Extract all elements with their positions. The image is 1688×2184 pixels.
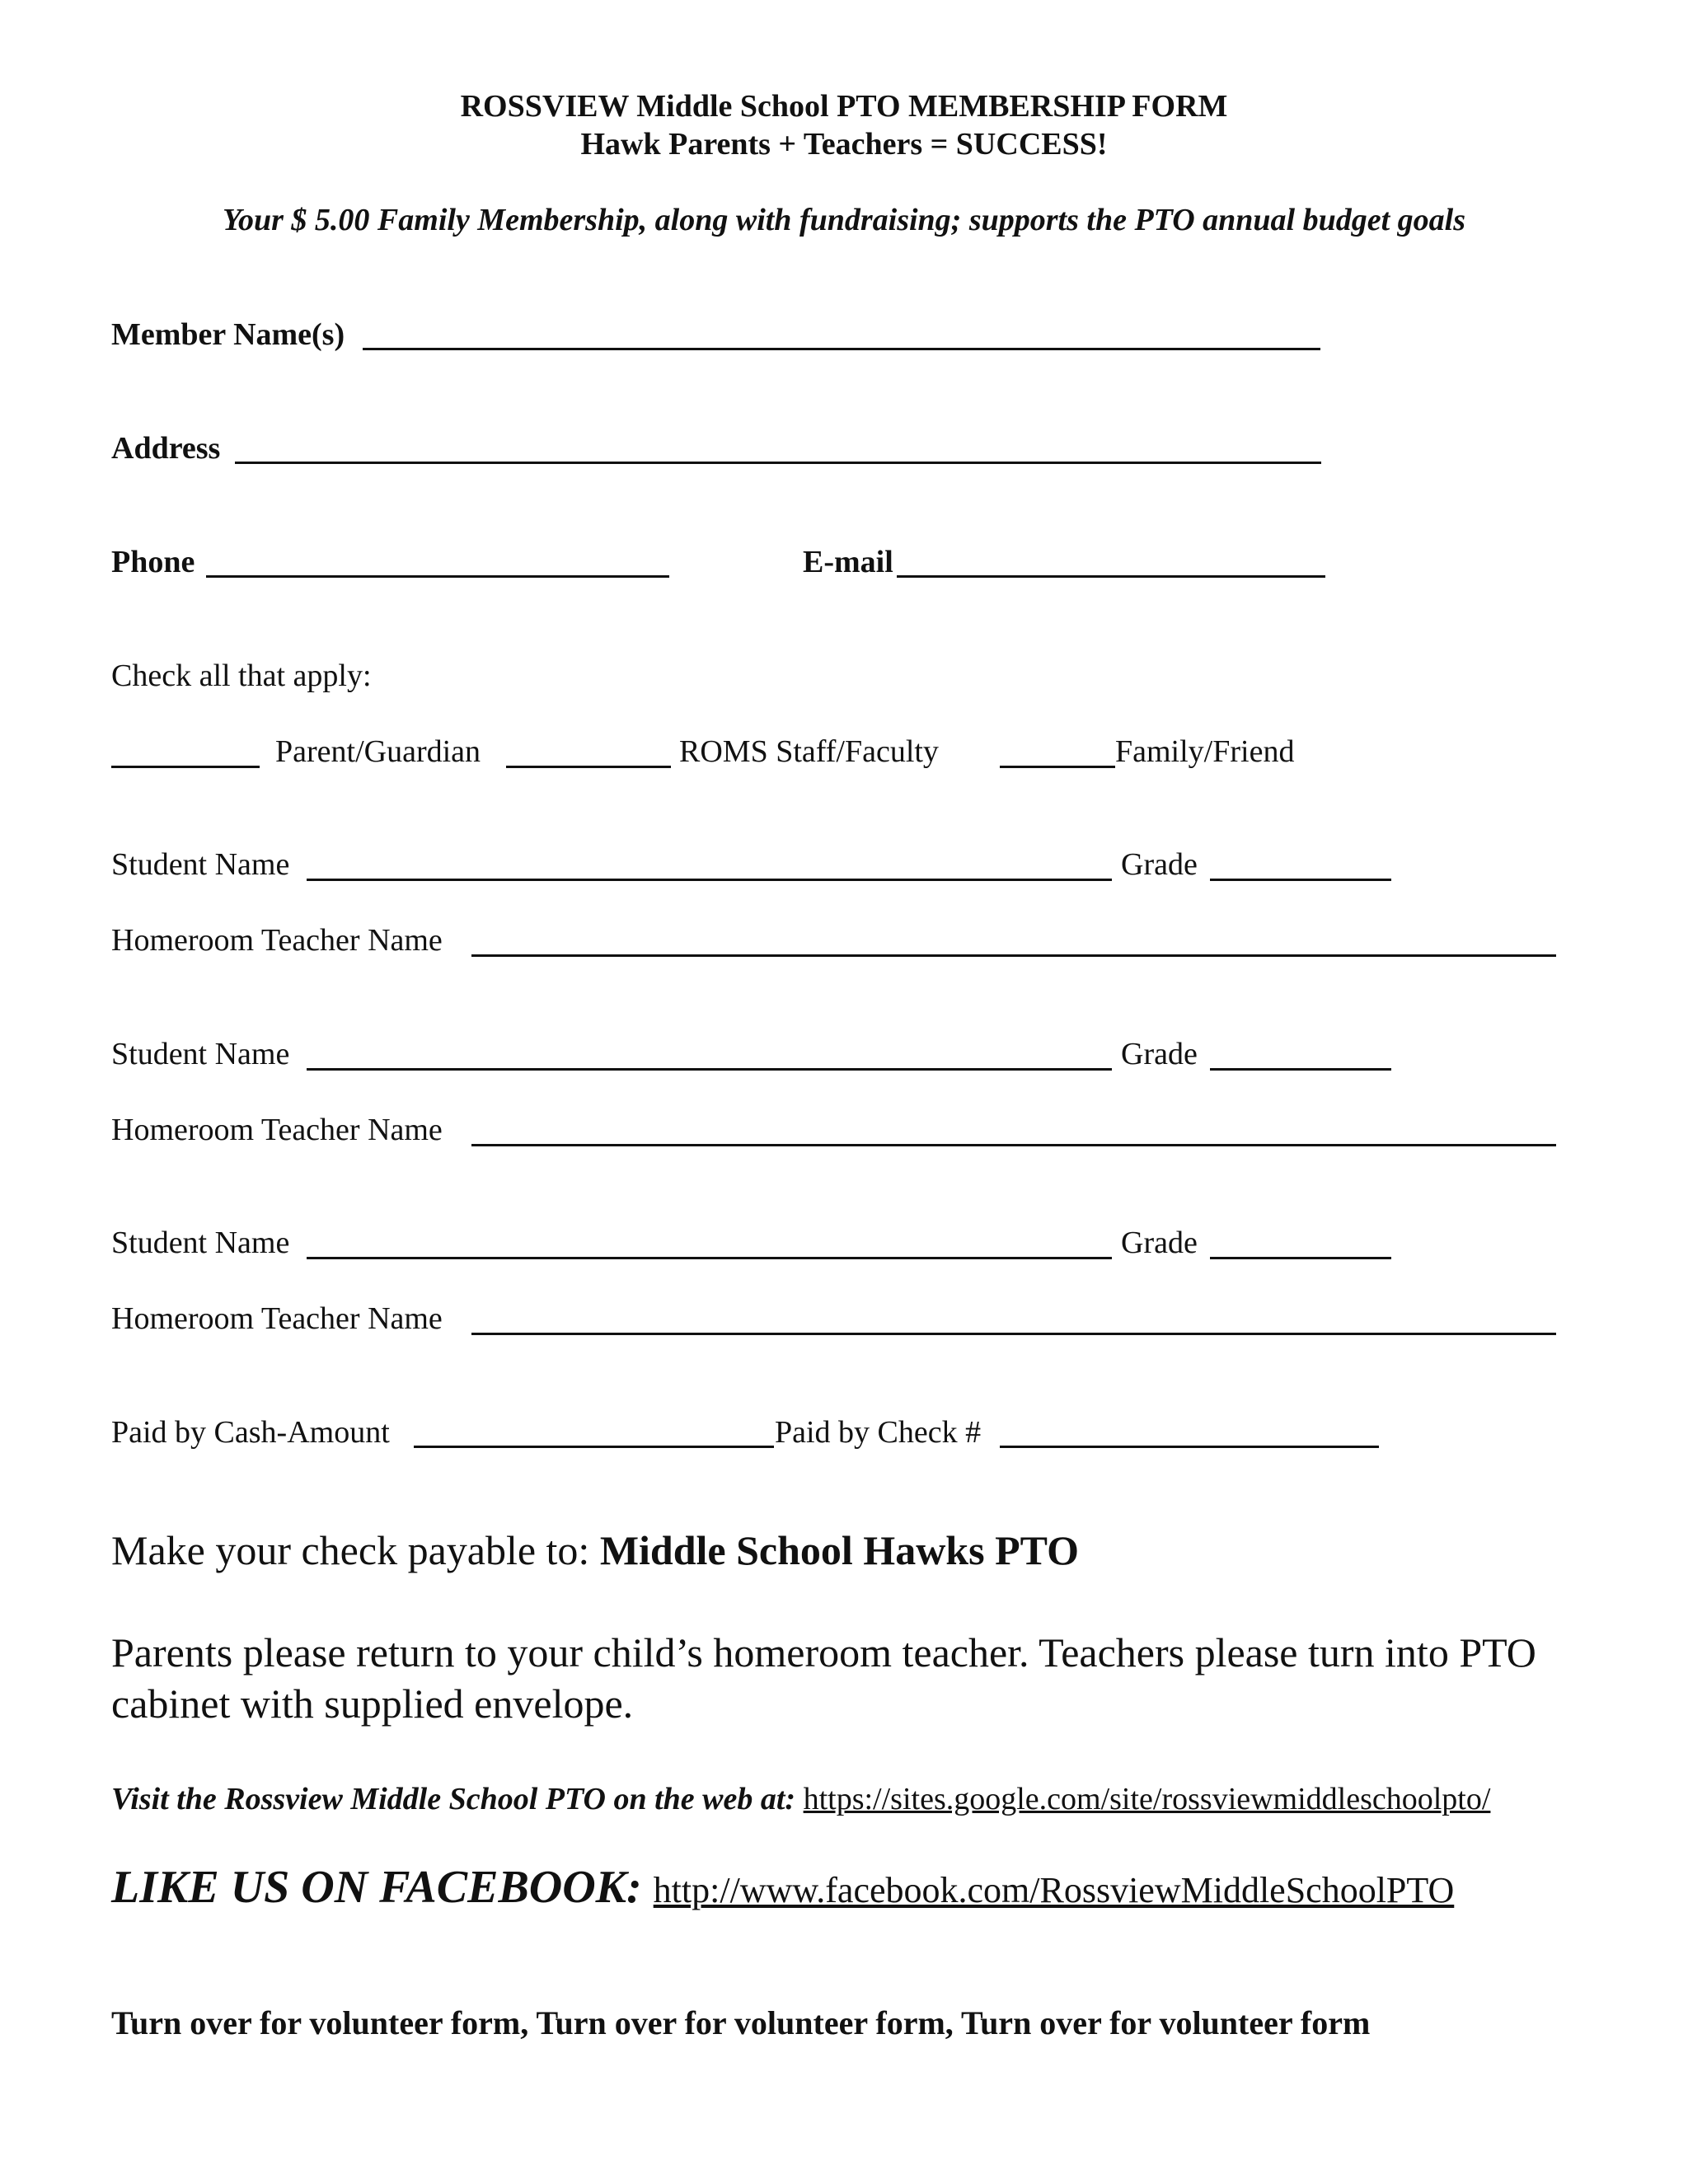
form-subtitle: Hawk Parents + Teachers = SUCCESS! (580, 127, 1108, 162)
payee-name: Middle School Hawks PTO (599, 1527, 1079, 1573)
payable-prefix: Make your check payable to: (111, 1527, 600, 1573)
grade-label: Grade (1121, 1037, 1198, 1071)
homeroom-teacher-label: Homeroom Teacher Name (111, 1113, 443, 1147)
grade-field[interactable] (1210, 879, 1391, 881)
check-number-field[interactable] (1000, 1446, 1379, 1448)
student-name-label: Student Name (111, 1037, 290, 1071)
check-prompt: Check all that apply: (111, 658, 372, 693)
staff-faculty-option: ROMS Staff/Faculty (679, 734, 939, 769)
homeroom-teacher-field[interactable] (471, 1144, 1556, 1146)
form-tagline: Your $ 5.00 Family Membership, along with fundraising; supports the PTO annual budget goals (223, 203, 1465, 237)
facebook-label: LIKE US ON FACEBOOK: (111, 1862, 642, 1913)
member-names-label: Member Name(s) (111, 317, 345, 352)
homeroom-teacher-label: Homeroom Teacher Name (111, 923, 443, 958)
grade-label: Grade (1121, 1226, 1198, 1260)
email-field[interactable] (897, 575, 1325, 578)
facebook-link[interactable]: http://www.facebook.com/RossviewMiddleSchoolPTO (653, 1870, 1455, 1910)
staff-faculty-checkbox[interactable] (506, 766, 671, 768)
family-friend-checkbox[interactable] (1000, 766, 1115, 768)
phone-field[interactable] (206, 575, 669, 578)
payable-line (111, 1526, 1079, 1574)
student-name-field[interactable] (307, 1068, 1112, 1071)
address-field[interactable] (235, 462, 1321, 464)
turn-over-notice: Turn over for volunteer form, Turn over for volunteer form, Turn over for volunteer form (111, 2004, 1371, 2041)
student-name-label: Student Name (111, 1226, 290, 1260)
parent-guardian-option: Parent/Guardian (275, 734, 481, 769)
cash-amount-label: Paid by Cash-Amount (111, 1415, 390, 1450)
grade-label: Grade (1121, 847, 1198, 882)
check-number-label: Paid by Check # (775, 1415, 982, 1450)
facebook-line (111, 1861, 1454, 1917)
student-name-label: Student Name (111, 847, 290, 882)
website-line (111, 1780, 1490, 1818)
homeroom-teacher-field[interactable] (471, 954, 1556, 957)
family-friend-option: Family/Friend (1115, 734, 1295, 769)
email-label: E-mail (803, 545, 893, 579)
address-label: Address (111, 431, 221, 466)
return-instructions: Parents please return to your child’s homeroom teacher. Teachers please turn into PTO cabinet with supplied envelope. (111, 1629, 1536, 1727)
grade-field[interactable] (1210, 1257, 1391, 1259)
homeroom-teacher-label: Homeroom Teacher Name (111, 1301, 443, 1336)
cash-amount-field[interactable] (414, 1446, 774, 1448)
grade-field[interactable] (1210, 1068, 1391, 1071)
member-names-field[interactable] (363, 348, 1320, 350)
parent-guardian-checkbox[interactable] (111, 766, 260, 768)
homeroom-teacher-field[interactable] (471, 1333, 1556, 1335)
phone-label: Phone (111, 545, 195, 579)
website-link[interactable]: https://sites.google.com/site/rossviewmiddleschoolpto/ (803, 1782, 1491, 1816)
form-title: ROSSVIEW Middle School PTO MEMBERSHIP FORM (460, 89, 1228, 124)
student-name-field[interactable] (307, 1257, 1112, 1259)
website-label: Visit the Rossview Middle School PTO on the web at: (111, 1782, 804, 1816)
student-name-field[interactable] (307, 879, 1112, 881)
